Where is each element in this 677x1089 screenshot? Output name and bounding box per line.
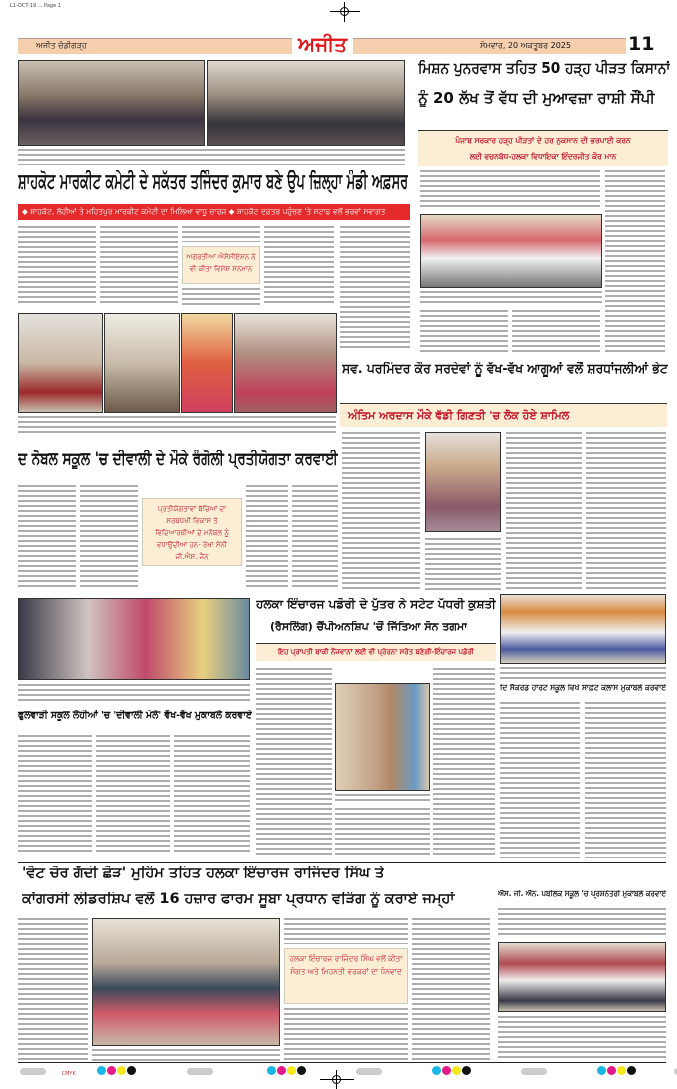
tribute-body-col1: [342, 432, 420, 592]
mission-body-side: [605, 170, 665, 355]
mission-body-top: [420, 170, 600, 210]
tribute-headline: ਸਵ. ਪਰਮਿੰਦਰ ਕੌਰ ਸਰਦੇਵਾਂ ਨੂੰ ਵੱਖ-ਵੱਖ ਆਗੂਆਂ ਵਲੋਂ ਸ਼ਰਧਾਂਜਲੀਆਂ ਭੇਟ: [342, 362, 668, 377]
vote-body-col2: [284, 918, 408, 944]
phulwari-headline: ਫੁਲਵਾੜੀ ਸਕੂਲ ਲੋਹੀਆਂ 'ਚ 'ਦੀਵਾਲੀ ਮੇਲੇ' ਵੱਖ-ਵੱਖ ਮੁਕਾਬਲੇ ਕਰਵਾਏ: [18, 710, 253, 721]
photo-officials-meeting: [18, 60, 205, 146]
mission-subhead-band: [418, 130, 668, 166]
photo-phulwari-students: [18, 598, 250, 680]
noble-headline: ਦ ਨੋਬਲ ਸਕੂਲ 'ਚ ਦੀਵਾਲੀ ਦੇ ਮੌਕੇ ਰੰਗੋਲੀ ਪ੍ਰਤੀਯੋਗਤਾ ਕਰਵਾਈ: [18, 450, 338, 469]
shahkot-bullet-2: ਸ਼ਾਹਕੋਟ ਦਫ਼ਤਰ ਪਹੁੰਚਣ 'ਤੇ ਸਟਾਫ਼ ਵਲੋਂ ਭਰਵਾਂ ਸਵਾਗਤ: [236, 207, 386, 216]
shahkot-body-col2: [100, 226, 178, 306]
section-divider: [18, 862, 666, 863]
noble-body-col1: [18, 485, 76, 590]
page-bottom-rule: [18, 1062, 666, 1063]
photo-school-students: [18, 313, 103, 413]
photo-compensation-handover: [420, 214, 602, 288]
mission-subhead-line2: ਲਈ ਵਚਨਬੱਧ-ਹਲਕਾ ਵਿਧਾਇਕਾ ਇੰਦਰਜੀਤ ਕੌਰ ਮਾਨ: [469, 152, 617, 161]
wrestling-body-col3: [433, 668, 495, 858]
wrestling-body-col1: [256, 668, 332, 858]
noble-body-col2: [80, 485, 138, 590]
wrestling-body-col2: [335, 808, 430, 858]
shahkot-body-col3b: [182, 288, 260, 306]
wrestling-headline-line2: (ਰੈਸਲਿੰਗ) ਚੈਂਪੀਅਨਸ਼ਿਪ 'ਚੋਂ ਜਿੱਤਿਆ ਸੋਨ ਤਗਮਾ: [270, 621, 468, 633]
photo-sgn-students: [498, 942, 666, 1012]
sgn-headline: ਐੱਸ. ਜੀ. ਐੱਨ. ਪਬਲਿਕ ਸਕੂਲ 'ਚ ਪ੍ਰਸ਼ਨੋਤਰੀ ਮੁਕਾਬਲੇ ਕਰਵਾਏ: [498, 890, 667, 898]
bullet-icon: ◆: [22, 207, 31, 216]
wrestling-headline-line1: ਹਲਕਾ ਇੰਚਾਰਜ ਪਡੋਰੀ ਦੇ ਪੁੱਤਰ ਨੇ ਸਟੇਟ ਪੱਧਰੀ ਕੁਸ਼ਤੀ: [256, 598, 496, 611]
registration-mark-bottom: [320, 1070, 354, 1089]
newspaper-logo: ਅਜੀਤ: [292, 33, 353, 55]
mission-body-col1: [420, 310, 508, 355]
issue-date: ਸੋਮਵਾਰ, 20 ਅਕਤੂਬਰ 2025: [480, 41, 571, 50]
photo-sacred-heart-group: [500, 594, 666, 664]
noble-photo-caption: [18, 416, 336, 436]
page-number: 11: [628, 33, 655, 55]
phulwari-body-col1: [18, 735, 92, 855]
noble-body-col4: [292, 485, 338, 590]
vote-headline-line2: ਕਾਂਗਰਸੀ ਲੀਡਰਸ਼ਿਪ ਵਲੋਂ 16 ਹਜ਼ਾਰ ਫਾਰਮ ਸੂਬਾ ਪ੍ਰਧਾਨ ਵੜਿੰਗ ਨੂੰ ਕਰਾਏ ਜਮ੍ਹਾਂ: [22, 892, 455, 907]
noble-body-col3: [246, 485, 288, 590]
mission-photo-caption: [420, 291, 602, 303]
mission-subhead-line1: ਪੰਜਾਬ ਸਰਕਾਰ ਹੜ੍ਹ ਪੀੜਤਾਂ ਦੇ ਹਰ ਨੁਕਸਾਨ ਦੀ ਭਰਪਾਈ ਕਰਨ: [455, 136, 631, 145]
sacred-photo-caption: [500, 667, 666, 679]
registration-mark-top: [330, 2, 360, 22]
sgn-body-top: [498, 908, 666, 938]
tribute-body-col2: [425, 538, 501, 592]
photo-wrestler-with-father: [335, 683, 430, 791]
tribute-body-col3: [506, 432, 582, 592]
shahkot-highlight-bar: [18, 204, 410, 220]
vote-headline-line1: 'ਵੋਟ ਚੋਰ ਗੱਦੀ ਛੋੜ' ਮੁਹਿੰਮ ਤਹਿਤ ਹਲਕਾ ਇੰਚਾਰਜ ਰਾਜਿੰਦਰ ਸਿੰਘ ਤੇ: [22, 866, 385, 881]
phulwari-body-col2: [96, 735, 170, 855]
photo-vote-forms-handover: [92, 918, 280, 1046]
vote-photo-caption: [92, 1049, 280, 1061]
wrestling-subhead: ਇਹ ਪ੍ਰਾਪਤੀ ਬਾਕੀ ਨੌਜਵਾਨਾਂ ਲਈ ਵੀ ਪ੍ਰੇਰਨਾ ਸਰੋਤ ਬਣੇਗੀ-ਇੰਚਾਰਜ ਪਡੋਰੀ: [256, 643, 496, 661]
photo-prize-ceremony: [234, 313, 337, 413]
shahkot-headline: ਸ਼ਾਹਕੋਟ ਮਾਰਕੀਟ ਕਮੇਟੀ ਦੇ ਸਕੱਤਰ ਤਜਿੰਦਰ ਕੁਮਾਰ ਬਣੇ ਉਪ ਜ਼ਿਲ੍ਹਾ ਮੰਡੀ ਅਫ਼ਸਰ: [18, 170, 409, 193]
phulwari-body-col3: [174, 735, 250, 855]
cmyk-label: CMYK: [61, 1071, 76, 1077]
print-slug: L1-OCT-19 ... Page 1: [10, 3, 61, 9]
shahkot-body-col5: [340, 226, 410, 351]
tribute-subhead: ਅੰਤਿਮ ਅਰਦਾਸ ਮੌਕੇ ਵੱਡੀ ਗਿਣਤੀ 'ਚ ਲੋਕ ਹੋਏ ਸ਼ਾਮਿਲ: [340, 403, 667, 427]
sacred-headline: ਦਿ ਸੈਕਰਡ ਹਾਰਟ ਸਕੂਲ ਵਿਖੇ ਸਾਫ਼ਟ ਕਲਾਸ ਮੁਕਾਬਲੇ ਕਰਵਾਏ: [500, 684, 667, 692]
phulwari-photo-caption: [18, 684, 250, 704]
photo-caption-text: [18, 149, 405, 165]
shahkot-box: ਅਗਰਤੀਆ ਐਸੋਸੀਏਸ਼ਨ ਨੇ ਵੀ ਕੀਤਾ ਵਿਸ਼ੇਸ਼ ਸਨਮਾਨ: [182, 246, 260, 284]
sacred-body-col1: [500, 702, 580, 858]
wrestling-photo-caption: [335, 794, 430, 804]
tribute-body-col4: [586, 432, 666, 592]
photo-officials-group: [207, 60, 405, 146]
shahkot-body-col1: [18, 226, 96, 306]
vote-body-col4: [412, 918, 490, 1060]
photo-school-staff: [104, 313, 180, 413]
mission-body-col2: [512, 310, 600, 355]
photo-rangoli: [181, 313, 233, 413]
noble-pull-quote: ਪ੍ਰਤੀਯੋਗਤਾਵਾਂ ਬੱਚਿਆਂ ਦਾ ਸਰਬਪੱਖੀ ਵਿਕਾਸ ਤੇ ਵਿਦਿਆਰਥੀਆਂ ਦੇ ਮਨੋਬਲ ਨੂੰ ਵਧਾਉਂਦੀਆਂ ਹਨ- ਰੇਖਾ ਸੋਨੀ ਜੀ.ਐਸ. ਜੈਨ: [142, 498, 242, 566]
shahkot-body-col4: [264, 226, 334, 306]
vote-box: ਹਲਕਾ ਇੰਚਾਰਜ ਰਾਜਿੰਦਰ ਸਿੰਘ ਵਲੋਂ ਕੀਤਾ ਸੰਗਤ ਅਤੇ ਮਿਹਨਤੀ ਵਰਕਰਾਂ ਦਾ ਧੰਨਵਾਦ: [284, 948, 408, 1004]
shahkot-body-col3: [182, 226, 260, 242]
sacred-body-col2: [585, 702, 666, 858]
vote-body-col1: [18, 918, 88, 1060]
mission-headline-line1: ਮਿਸ਼ਨ ਪੁਨਰਵਾਸ ਤਹਿਤ 50 ਹੜ੍ਹ ਪੀੜਤ ਕਿਸਾਨਾਂ: [418, 60, 671, 77]
sgn-body-bottom: [498, 1016, 666, 1060]
mission-headline-line2: ਨੂੰ 20 ਲੱਖ ਤੋਂ ਵੱਧ ਦੀ ਮੁਆਵਜ਼ਾ ਰਾਸ਼ੀ ਸੌਂਪੀ: [418, 90, 655, 107]
grey-patch: [20, 1068, 46, 1075]
vote-body-col3: [284, 1008, 408, 1060]
bullet-icon: ◆: [228, 207, 237, 216]
photo-paramjit-kaur-portrait: [425, 432, 501, 532]
edition-label: ਅਜੀਤ ਚੰਡੀਗੜ੍ਹ: [36, 41, 87, 50]
shahkot-bullet-1: ਸ਼ਾਹਕੋਟ, ਲੋਹੀਆਂ ਤੇ ਮਹਿਤਪੁਰ ਮਾਰਕੀਟ ਕਮੇਟੀ ਦਾ ਮਿਲਿਆ ਵਾਧੂ ਚਾਰਜ: [30, 207, 227, 216]
